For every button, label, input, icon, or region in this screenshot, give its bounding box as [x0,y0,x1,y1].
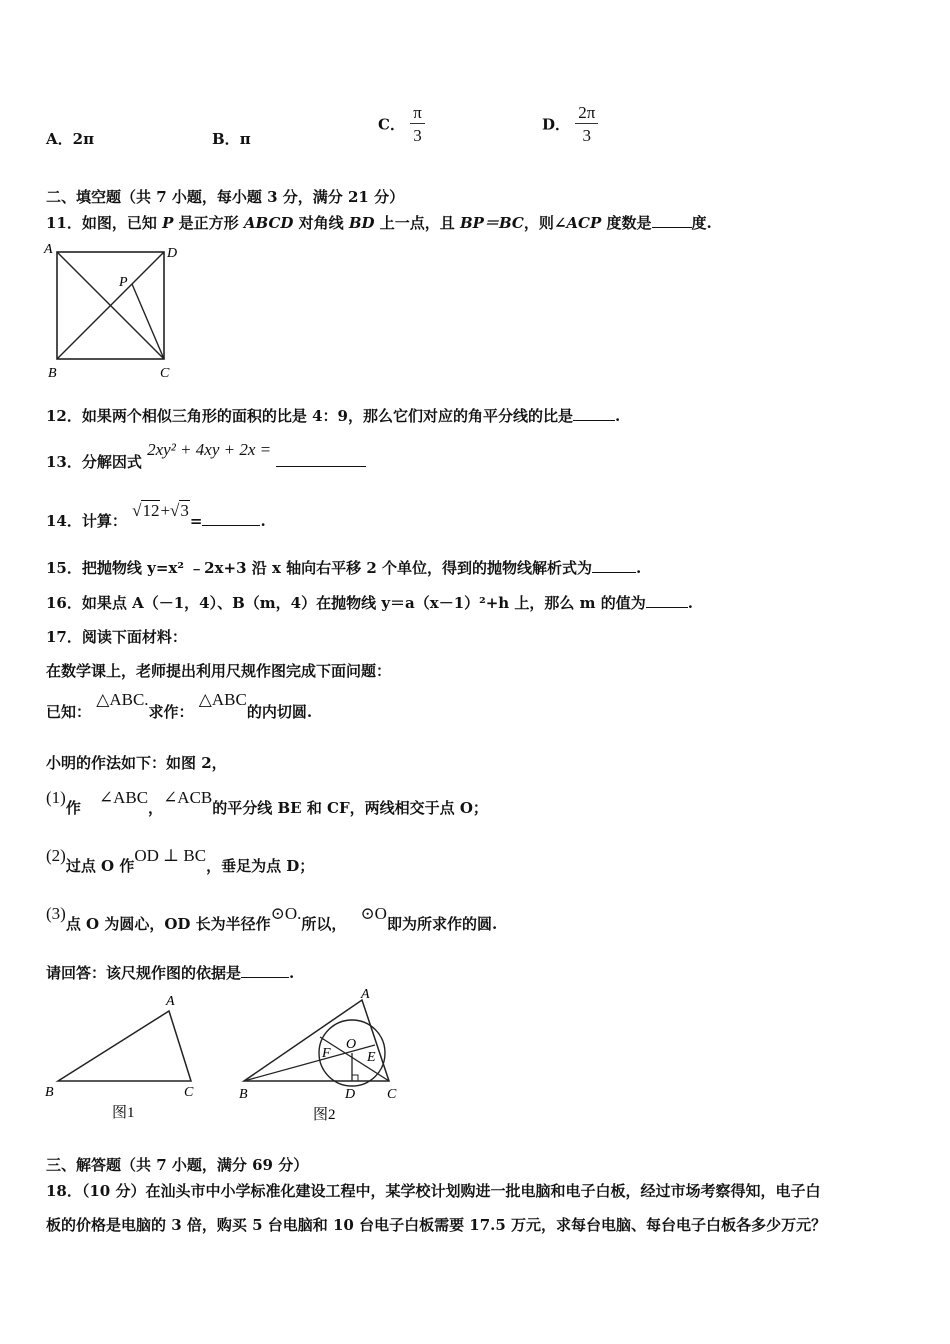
q17-step-1-angle-2: ∠ACB [163,788,213,807]
q16-text: 16．如果点 A（－1，4）、B（m，4）在抛物线 y＝a（x－1）²+h 上，那么 m 的值为 [46,594,646,612]
label-c: C [160,366,170,381]
q12-answer-blank[interactable] [573,420,615,421]
q11-square-figure [40,240,190,382]
segment-pc [132,284,164,359]
question-14 [46,500,266,531]
q17-step-2 [46,846,314,876]
option-c [378,104,425,144]
q17-answer-end: . [289,964,295,982]
q17-step-2-expression: OD ⊥ BC [134,846,207,865]
q17-step-1-text-a: 作 [65,799,81,817]
question-12 [46,405,620,426]
q18-line-2: 板的价格是电脑的 3 倍，购买 5 台电脑和 10 台电子白板需要 17.5 万元，求每台电脑、每台电子白板各多少万元？ [46,1216,827,1234]
q16-end: . [687,594,693,612]
option-d [542,104,598,144]
q17-step-3-text-b: 所以， [301,915,347,933]
triangle-abc [58,1011,191,1081]
q17-step-1-angle-1: ∠ABC [98,788,149,807]
q17-triangle-1: △ABC. [96,690,149,709]
fig1-label-c: C [184,1085,194,1100]
fig2-label-f: F [322,1046,331,1061]
q11-var-bd: BD [348,214,375,232]
q17-intro: 在数学课上，老师提出利用尺规作图完成下面问题： [46,662,392,680]
option-b-value: π [239,130,251,148]
q17-ask-label: 求作： [148,703,194,721]
q11-answer-blank[interactable] [652,227,692,228]
question-15 [46,557,641,578]
q17-incircle-text: 的内切圆. [246,703,313,721]
q17-step-2-text-b: ，垂足为点 D； [206,857,315,875]
q17-step-3-text-c: 即为所求作的圆. [386,915,498,933]
q11-var-abcd: ABCD [243,214,294,232]
q14-equals: = [189,512,203,530]
q11-text-7: 度. [691,214,712,232]
q11-var-acp: ACP [566,214,602,232]
q17-step-3-circle-2: ⊙O [360,904,387,923]
option-c-denominator: 3 [413,126,422,145]
option-d-numerator: 2π [575,104,598,124]
option-c-numerator: π [410,104,425,124]
option-b [212,128,251,149]
question-13 [46,440,366,472]
option-d-fraction [575,104,598,144]
q17-step-1-number: (1) [46,788,66,807]
q14-radicand-2: 3 [180,501,189,520]
q18-line-1: 18．（10 分）在汕头市中小学标准化建设工程中，某学校计划购进一批电脑和电子白板，经过市场考察得知，电子白 [46,1182,821,1200]
triangle-abc-2 [244,1000,389,1081]
q11-text-4: 上一点，且 [374,214,460,232]
q15-end: . [636,559,642,577]
q14-end: . [260,512,266,530]
q11-text-3: 对角线 [293,214,349,232]
q13-expression: 2xy² + 4xy + 2x = [147,440,272,459]
fig2-label-e: E [367,1050,376,1065]
q11-var-bpbc: BP＝BC [459,214,524,232]
q16-answer-blank[interactable] [646,607,688,608]
q12-text: 12．如果两个相似三角形的面积的比是 4：9，那么它们对应的角平分线的比是 [46,407,573,425]
option-a-label: A． [46,130,73,148]
q11-text-2: 是正方形 [173,214,244,232]
q17-answer-prompt [46,962,294,983]
option-c-label: C． [378,115,405,134]
q17-step-1 [46,788,488,818]
label-d: D [167,246,178,261]
q15-text: 15．把抛物线 y=x² ﹣2x+3 沿 x 轴向右平移 2 个单位，得到的抛物线解析式为 [46,559,592,577]
q14-plus: + [160,501,171,520]
q17-answer-blank[interactable] [241,977,289,978]
q17-triangle-2: △ABC [198,690,247,709]
q11-text-5: ，则∠ [523,214,567,232]
q13-label: 13．分解因式 [46,453,142,471]
q11-text-6: 度数是 [601,214,652,232]
q17-step-3-circle-1: ⊙O. [270,904,302,923]
fig2-label-d: D [345,1087,356,1102]
section-2-heading: 二、填空题（共 7 小题，每小题 3 分，满分 21 分） [46,188,405,206]
fig2-caption: 图2 [313,1107,336,1123]
fig1-caption: 图1 [112,1105,135,1121]
q17-step-1-comma: ， [148,799,164,817]
q17-step-2-text-a: 过点 O 作 [65,857,135,875]
question-11 [46,212,712,233]
q12-end: . [614,407,621,425]
right-angle-mark [352,1075,358,1081]
fig1-label-b: B [45,1085,54,1100]
fig2-label-b: B [239,1087,248,1102]
option-c-fraction [410,104,425,144]
fig2-label-a: A [361,987,370,1002]
q17-step-2-number: (2) [46,846,66,865]
q17-step-3-text-a: 点 O 为圆心，OD 长为半径作 [65,915,271,933]
fig1-label-a: A [166,994,175,1009]
q17-method: 小明的作法如下：如图 2， [46,754,227,772]
q14-label: 14．计算： [46,512,127,530]
q17-given-label: 已知： [46,703,92,721]
option-d-label: D． [542,115,571,134]
fig2-label-o: O [346,1037,357,1052]
q11-var-p: P [162,214,174,232]
q14-expression: √12+√3 [132,501,189,520]
label-p: P [119,275,128,290]
label-a: A [44,242,53,257]
q14-answer-blank[interactable] [202,525,260,526]
q17-given [46,690,312,722]
q17-step-1-text-b: 的平分线 BE 和 CF，两线相交于点 O； [212,799,488,817]
q14-radicand-1: 12 [142,501,160,520]
q17-title: 17．阅读下面材料： [46,628,187,646]
section-3-heading: 三、解答题（共 7 小题，满分 69 分） [46,1156,309,1174]
option-a [46,128,94,149]
q17-step-3-number: (3) [46,904,66,923]
option-b-label: B． [212,130,240,148]
q17-answer-text: 请回答：该尺规作图的依据是 [46,964,242,982]
question-16 [46,592,693,613]
q17-figure-1 [40,990,210,1125]
q17-figure-2 [230,985,420,1127]
q15-answer-blank[interactable] [592,572,636,573]
option-a-value: 2π [72,130,95,148]
label-b: B [48,366,57,381]
q13-answer-blank[interactable] [276,466,366,467]
q17-step-3 [46,904,497,934]
option-d-denominator: 3 [582,126,592,145]
q11-text-1: 11．如图，已知 [46,214,163,232]
fig2-label-c: C [387,1087,397,1102]
